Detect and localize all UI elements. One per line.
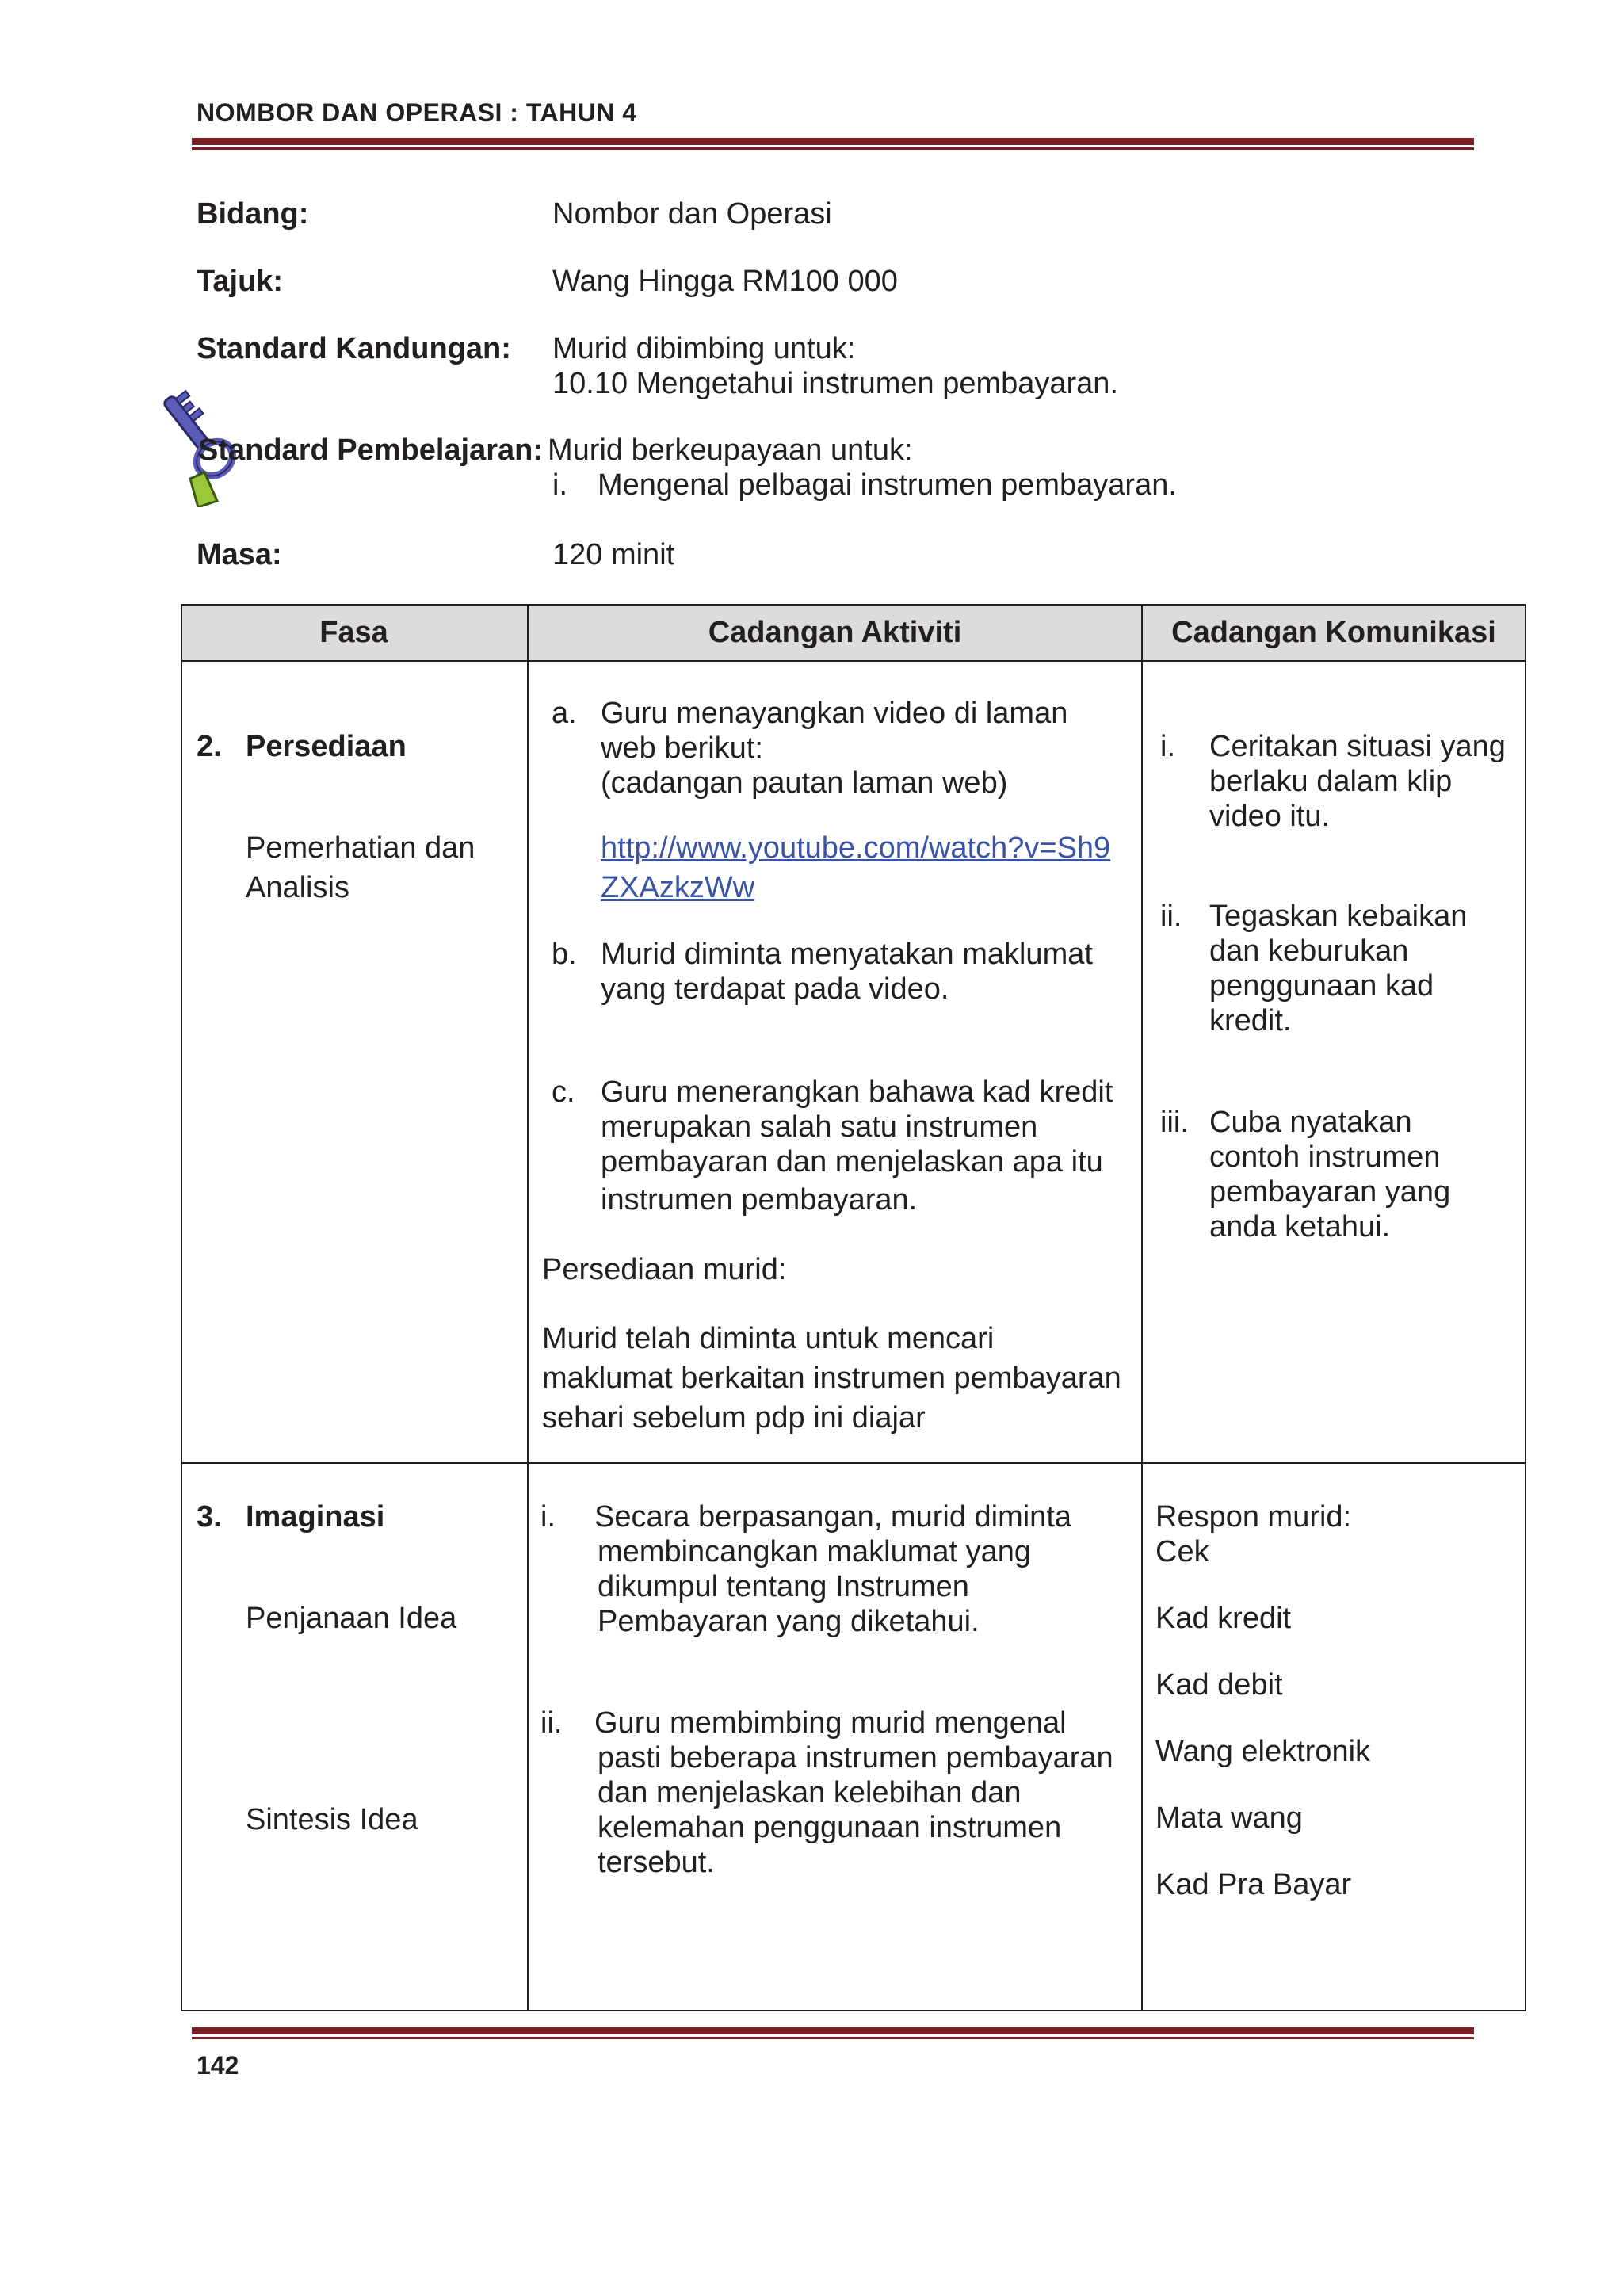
komunikasi-ii-line: penggunaan kad <box>1209 969 1434 1003</box>
response-item: Mata wang <box>1155 1801 1303 1835</box>
activity-i-line: Pembayaran yang diketahui. <box>598 1605 980 1638</box>
activity-ii-line: Guru membimbing murid mengenal <box>594 1706 1067 1740</box>
activity-ii-line: dan menjelaskan kelebihan dan <box>598 1776 1022 1809</box>
activity-ii-marker: ii. <box>540 1706 563 1740</box>
komunikasi-iii-marker: iii. <box>1160 1106 1189 1139</box>
header-cadangan-komunikasi: Cadangan Komunikasi <box>1171 615 1496 649</box>
activity-b-line: Murid diminta menyatakan maklumat <box>601 938 1093 971</box>
standard-pembelajaran-item-marker: i. <box>552 468 567 502</box>
activity-ii-line: kelemahan penggunaan instrumen <box>598 1811 1062 1844</box>
activity-table <box>181 604 1526 2011</box>
activity-a-line: web berikut: <box>601 732 763 765</box>
response-title: Respon murid: <box>1155 1500 1352 1534</box>
activity-b-marker: b. <box>552 938 577 971</box>
komunikasi-i-line: berlaku dalam klip <box>1209 765 1453 798</box>
komunikasi-iii-line: anda ketahui. <box>1209 1210 1391 1244</box>
prep-line: Murid telah diminta untuk mencari <box>542 1322 995 1355</box>
row2-fasa-sub1: Penjanaan Idea <box>246 1602 457 1635</box>
komunikasi-ii-line: Tegaskan kebaikan <box>1209 900 1468 933</box>
activity-c-line: merupakan salah satu instrumen <box>601 1110 1038 1144</box>
activity-a-line: Guru menayangkan video di laman <box>601 697 1068 730</box>
row1-fasa-sub-line1: Pemerhatian dan <box>246 831 475 865</box>
response-item: Kad Pra Bayar <box>1155 1868 1352 1901</box>
youtube-link[interactable] <box>601 831 1110 905</box>
komunikasi-ii-line: dan keburukan <box>1209 934 1409 968</box>
youtube-link-line1[interactable]: http://www.youtube.com/watch?v=Sh9 <box>601 831 1111 865</box>
masa-label: Masa: <box>197 538 282 571</box>
komunikasi-iii-line: contoh instrumen <box>1209 1140 1441 1174</box>
footer-rule <box>192 2027 1474 2042</box>
activity-b-line: yang terdapat pada video. <box>601 972 949 1006</box>
header-cadangan-aktiviti: Cadangan Aktiviti <box>708 615 962 649</box>
response-item: Kad debit <box>1155 1668 1283 1702</box>
prep-line: maklumat berkaitan instrumen pembayaran <box>542 1362 1121 1395</box>
tajuk-value: Wang Hingga RM100 000 <box>552 265 898 298</box>
activity-c-line: Guru menerangkan bahawa kad kredit <box>601 1075 1113 1109</box>
activity-a-marker: a. <box>552 697 577 730</box>
page-number: 142 <box>197 2051 239 2080</box>
prep-text <box>542 1319 1121 1438</box>
row2-fasa-sub2: Sintesis Idea <box>246 1803 418 1836</box>
activity-i-line: Secara berpasangan, murid diminta <box>594 1500 1072 1534</box>
youtube-link-line2[interactable]: ZXAzkzWw <box>601 871 755 904</box>
komunikasi-i-marker: i. <box>1160 730 1175 763</box>
komunikasi-iii-line: Cuba nyatakan <box>1209 1106 1412 1139</box>
komunikasi-i-line: Ceritakan situasi yang <box>1209 730 1506 763</box>
activity-ii-line: pasti beberapa instrumen pembayaran <box>598 1741 1113 1775</box>
komunikasi-i-line: video itu. <box>1209 800 1331 833</box>
komunikasi-ii-marker: ii. <box>1160 900 1182 933</box>
prep-title: Persediaan murid: <box>542 1253 787 1286</box>
standard-pembelajaran-line1: Murid berkeupayaan untuk: <box>548 434 913 467</box>
bidang-label: Bidang: <box>197 197 309 231</box>
activity-i-line: membincangkan maklumat yang <box>598 1535 1032 1568</box>
komunikasi-ii-line: kredit. <box>1209 1004 1292 1037</box>
activity-ii-line: tersebut. <box>598 1846 715 1879</box>
standard-pembelajaran-label: Standard Pembelajaran: <box>198 434 544 467</box>
tajuk-label: Tajuk: <box>197 265 284 298</box>
standard-pembelajaran-item: Mengenal pelbagai instrumen pembayaran. <box>598 468 1177 502</box>
standard-kandungan-line1: Murid dibimbing untuk: <box>552 332 856 365</box>
row1-fasa-title: Persediaan <box>246 730 407 763</box>
response-item: Kad kredit <box>1155 1602 1292 1635</box>
standard-kandungan-line2: 10.10 Mengetahui instrumen pembayaran. <box>552 367 1119 400</box>
standard-kandungan-label: Standard Kandungan: <box>197 332 511 365</box>
response-item: Wang elektronik <box>1155 1735 1371 1768</box>
komunikasi-iii-line: pembayaran yang <box>1209 1175 1451 1209</box>
row2-fasa-number: 3. <box>197 1500 222 1534</box>
activity-c-line: pembayaran dan menjelaskan apa itu <box>601 1145 1103 1179</box>
row2-fasa-title: Imaginasi <box>246 1500 385 1534</box>
header-rule <box>192 138 1474 152</box>
activity-c-marker: c. <box>552 1075 575 1109</box>
activity-i-line: dikumpul tentang Instrumen <box>598 1570 969 1603</box>
row1-fasa-number: 2. <box>197 730 222 763</box>
activity-a-line: (cadangan pautan laman web) <box>601 766 1008 800</box>
row1-fasa-sub-line2: Analisis <box>246 871 349 904</box>
response-item: Cek <box>1155 1535 1209 1568</box>
page-header-title: NOMBOR DAN OPERASI : TAHUN 4 <box>197 98 637 127</box>
activity-i-marker: i. <box>540 1500 556 1534</box>
prep-line: sehari sebelum pdp ini diajar <box>542 1401 926 1435</box>
bidang-value: Nombor dan Operasi <box>552 197 832 231</box>
activity-c-line: instrumen pembayaran. <box>601 1183 918 1217</box>
masa-value: 120 minit <box>552 538 675 571</box>
header-fasa: Fasa <box>319 615 388 649</box>
